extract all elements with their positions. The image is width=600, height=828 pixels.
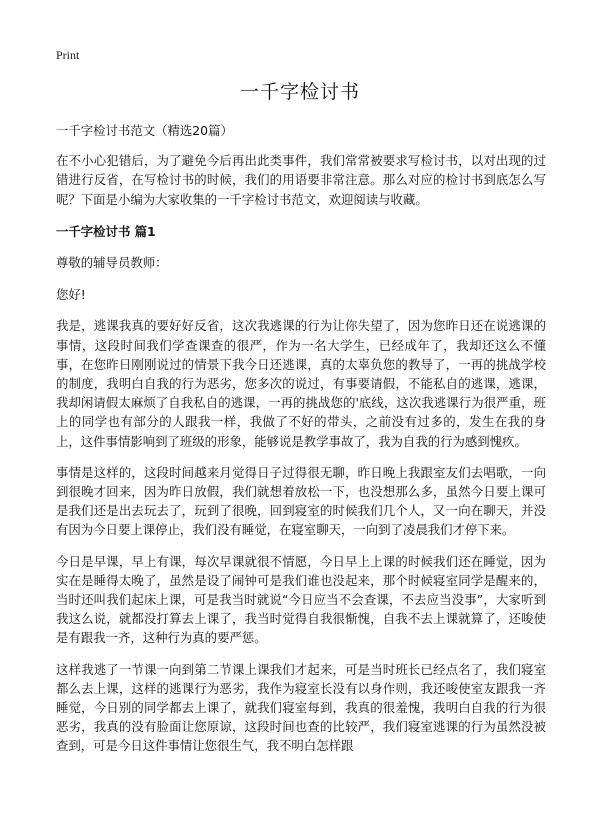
body-paragraph: 今日是早课，早上有课，每次早课就很不情愿，今日早上上课的时候我们还在睡觉，因为实在是睡得太晚了，虽然是设了闹钟可是我们谁也没起来，那个时候寝室同学是醒来的，当时还叫我们起床上课，可是我当时就说“今日应当不会查课，不去应当没事”，大家听到我这么说，就都没打算去上课了，我当时觉得自我很惭愧，自我不去上课就算了，还唆使是有跟我一齐，这种行为真的要严惩。	[56, 553, 546, 646]
document-subtitle: 一千字检讨书范文（精选20篇）	[56, 123, 233, 138]
body-paragraph: 这样我逃了一节课一向到第二节课上课我们才起来，可是当时班长已经点名了，我们寝室都么去上课，这样的逃课行为恶劣，我作为寝室长没有以身作则，我还唆使室友跟我一齐睡觉，今日别的同学都去上课了，就我们寝室每到，我真的很羞愧，我明白自我的行为很恶劣，我真的没有脸面让您原谅，这段时间也查的比较严，我们寝室逃课的行为虽然没被查到，可是今日这件事情让您很生气，我不明白怎样跟	[56, 661, 546, 754]
section-heading: 一千字检讨书 篇1	[56, 223, 156, 239]
salutation: 尊敬的辅导员教师：	[56, 255, 168, 271]
print-label: Print	[56, 48, 80, 62]
document-title: 一千字检讨书	[239, 81, 360, 103]
greeting: 您好!	[56, 287, 86, 303]
body-paragraph: 事情是这样的，这段时间越来月觉得日子过得很无聊，昨日晚上我跟室友们去唱歌，一向到很晚才回来，因为昨日放假，我们就想着放松一下，也没想那么多，虽然今日要上课可是我们还是出去玩去了，玩到了很晚，回到寝室的时候我们几个人，又一向在聊天，并没有因为今日要上课停止，我们没有睡觉，在寝室聊天，一向到了凌晨我们才停下来。	[56, 464, 546, 538]
intro-paragraph: 在不小心犯错后，为了避免今后再出此类事件，我们常常被要求写检讨书，以对出现的过错进行反省，在写检讨书的时候，我们的用语要非常注意。那么对应的检讨书到底怎么写呢？下面是小编为大家收集的一千字检讨书范文，欢迎阅读与收藏。	[56, 153, 546, 207]
body-paragraph: 我是，逃课我真的要好好反省，这次我逃课的行为让你失望了，因为您昨日还在说逃课的事情，这段时间我们学查课查的很严，作为一名大学生，已经成年了，我却还这么不懂事，在您昨日刚刚说过的情景下我今日还逃课，真的太辜负您的教导了，一再的挑战学校的制度，我明白自我的行为恶劣，您多次的说过，有事要请假，不能私自的逃课，逃课，我却闲请假太麻烦了自我私自的逃课，一再的挑战您的'底线，这次我逃课行为很严重，班上的同学也有部分的人跟我一样，我做了不好的带头，之前没有过多的，发生在我的身上，这件事情影响到了班级的形象，能够说是教学事故了，我为自我的行为感到愧疚。	[56, 318, 546, 449]
document-body	[56, 121, 546, 768]
